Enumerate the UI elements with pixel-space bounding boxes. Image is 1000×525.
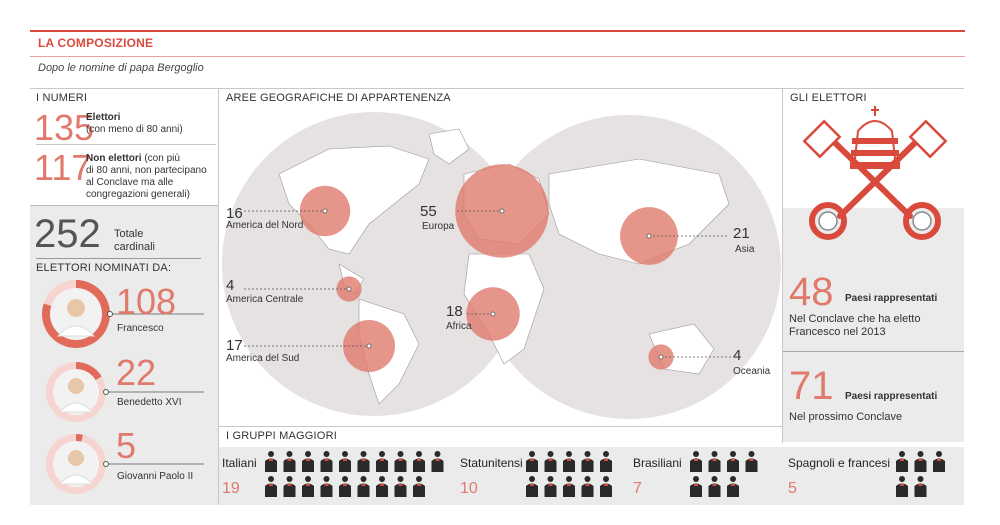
cardinal-figure	[563, 476, 575, 497]
cardinal-figure	[690, 451, 702, 472]
cardinal-figure	[896, 451, 908, 472]
leader-dot	[108, 312, 113, 317]
cardinal-figure	[896, 476, 908, 497]
cardinal-figure	[746, 451, 758, 472]
paesi-prossimo-value: 71	[789, 364, 834, 408]
cardinal-figure	[600, 451, 612, 472]
elettori-title: Elettori	[86, 112, 121, 123]
leader-dot	[500, 209, 504, 213]
cardinal-figure	[432, 451, 444, 472]
benedetto-name: Benedetto XVI	[117, 397, 182, 408]
leader-dot	[104, 390, 109, 395]
elettori-value: 135	[34, 107, 95, 148]
group-value-spagnoli-francesi: 5	[788, 480, 797, 497]
leader-dot	[659, 355, 663, 359]
group-name-italiani: Italiani	[222, 456, 257, 470]
region-name-north-america: America del Nord	[226, 220, 304, 231]
non-elettori-value: 117	[34, 147, 92, 188]
world-map	[219, 104, 781, 426]
region-value-south-america: 17	[226, 337, 243, 354]
cardinal-figure	[563, 451, 575, 472]
cardinal-figure	[600, 476, 612, 497]
non-elettori-note-4: congregazioni generali)	[86, 189, 190, 200]
giovanni-name: Giovanni Paolo II	[117, 471, 194, 482]
cardinal-figure	[915, 451, 927, 472]
leader-dot	[323, 209, 327, 213]
cardinal-figure	[339, 476, 351, 497]
cardinal-figure	[915, 476, 927, 497]
divider	[36, 258, 201, 259]
region-name-south-america: America del Sud	[226, 353, 300, 364]
cardinal-figure	[358, 476, 370, 497]
cardinal-figure	[582, 451, 594, 472]
region-value-north-america: 16	[226, 205, 243, 222]
cardinal-figure	[395, 476, 407, 497]
cardinal-figure	[321, 476, 333, 497]
region-value-oceania: 4	[733, 347, 742, 364]
group-value-brasiliani: 7	[633, 480, 642, 497]
paesi-prossimo-title: Paesi rappresentati	[845, 391, 938, 402]
paesi-2013-title: Paesi rappresentati	[845, 293, 938, 304]
page-title: LA COMPOSIZIONE	[38, 36, 154, 50]
leader-dot	[347, 287, 351, 291]
region-value-central-america: 4	[226, 277, 235, 294]
left-top-divider	[30, 88, 218, 89]
elettori-note: (con meno di 80 anni)	[86, 124, 183, 135]
cardinal-figure	[376, 451, 388, 472]
divider	[783, 351, 964, 352]
avatar-face	[68, 378, 84, 394]
non-elettori-note-1: (con più	[144, 153, 180, 164]
tiara-icon	[850, 106, 900, 169]
leader-dot	[104, 462, 109, 467]
paesi-2013-line1: Nel Conclave che ha eletto	[789, 313, 921, 325]
cardinal-figure	[413, 451, 425, 472]
groups-pictograms	[219, 447, 964, 502]
cardinal-figure	[933, 451, 945, 472]
paesi-prossimo-line1: Nel prossimo Conclave	[789, 411, 903, 423]
cardinal-figure	[284, 451, 296, 472]
cardinal-figure	[545, 476, 557, 497]
region-name-oceania: Oceania	[733, 366, 771, 377]
cardinal-figure	[284, 476, 296, 497]
cardinal-figure	[265, 451, 277, 472]
non-elettori-note-3: al Conclave ma alle	[86, 177, 174, 188]
elettori-panel-label: GLI ELETTORI	[790, 92, 867, 104]
cardinal-figure	[690, 476, 702, 497]
cardinal-figure	[265, 476, 277, 497]
paesi-2013-line2: Francesco nel 2013	[789, 326, 886, 338]
papal-keys-icon	[800, 106, 950, 256]
paesi-2013-value: 48	[789, 270, 834, 314]
cardinal-figure	[321, 451, 333, 472]
cardinal-figures	[265, 451, 945, 497]
francesco-name: Francesco	[117, 323, 164, 334]
leader-dot	[491, 312, 495, 316]
numeri-label: I NUMERI	[36, 92, 88, 104]
leader-dot	[647, 234, 651, 238]
cardinal-figure	[545, 451, 557, 472]
cardinal-figure	[376, 476, 388, 497]
non-elettori-text	[86, 153, 216, 201]
page-subtitle: Dopo le nomine di papa Bergoglio	[38, 62, 204, 74]
divider	[30, 205, 218, 206]
region-value-africa: 18	[446, 303, 463, 320]
group-value-statunitensi: 10	[460, 480, 478, 497]
cardinal-figure	[526, 451, 538, 472]
nominati-label: ELETTORI NOMINATI DA:	[36, 262, 172, 274]
region-name-central-america: America Centrale	[226, 294, 304, 305]
key-ring-centers	[819, 212, 931, 230]
cardinal-figure	[339, 451, 351, 472]
non-elettori-note-2: di 80 anni, non partecipano	[86, 165, 207, 176]
region-value-europe: 55	[420, 203, 437, 220]
divider	[36, 144, 216, 145]
group-name-statunitensi: Statunitensi	[460, 456, 523, 470]
francesco-value: 108	[116, 281, 177, 322]
right-top-divider	[782, 88, 964, 89]
region-name-africa: Africa	[446, 321, 472, 332]
cardinal-figure	[709, 451, 721, 472]
giovanni-value: 5	[116, 425, 137, 466]
group-name-spagnoli-francesi: Spagnoli e francesi	[788, 456, 891, 470]
avatar-face	[68, 450, 84, 466]
cardinal-figure	[709, 476, 721, 497]
group-name-brasiliani: Brasiliani	[633, 456, 682, 470]
totale-line1: Totale	[114, 228, 144, 240]
cardinal-figure	[727, 451, 739, 472]
map-top-divider	[218, 88, 782, 89]
header-bar	[30, 30, 965, 57]
cardinal-figure	[727, 476, 739, 497]
groups-label: I GRUPPI MAGGIORI	[226, 430, 337, 442]
cardinal-figure	[302, 451, 314, 472]
region-value-asia: 21	[733, 225, 750, 242]
cardinal-figure	[526, 476, 538, 497]
map-label: AREE GEOGRAFICHE DI APPARTENENZA	[226, 92, 451, 104]
region-name-europe: Europa	[422, 221, 455, 232]
cardinal-figure	[302, 476, 314, 497]
avatar-face	[67, 299, 85, 317]
totale-value: 252	[34, 212, 101, 256]
cardinal-figure	[395, 451, 407, 472]
region-name-asia: Asia	[735, 244, 755, 255]
benedetto-value: 22	[116, 352, 157, 393]
non-elettori-title: Non elettori	[86, 153, 142, 164]
cardinal-figure	[413, 476, 425, 497]
cardinal-figure	[582, 476, 594, 497]
cardinal-figure	[358, 451, 370, 472]
leader-dot	[367, 344, 371, 348]
group-value-italiani: 19	[222, 480, 240, 497]
groups-divider	[218, 426, 782, 427]
totale-line2: cardinali	[114, 241, 155, 253]
